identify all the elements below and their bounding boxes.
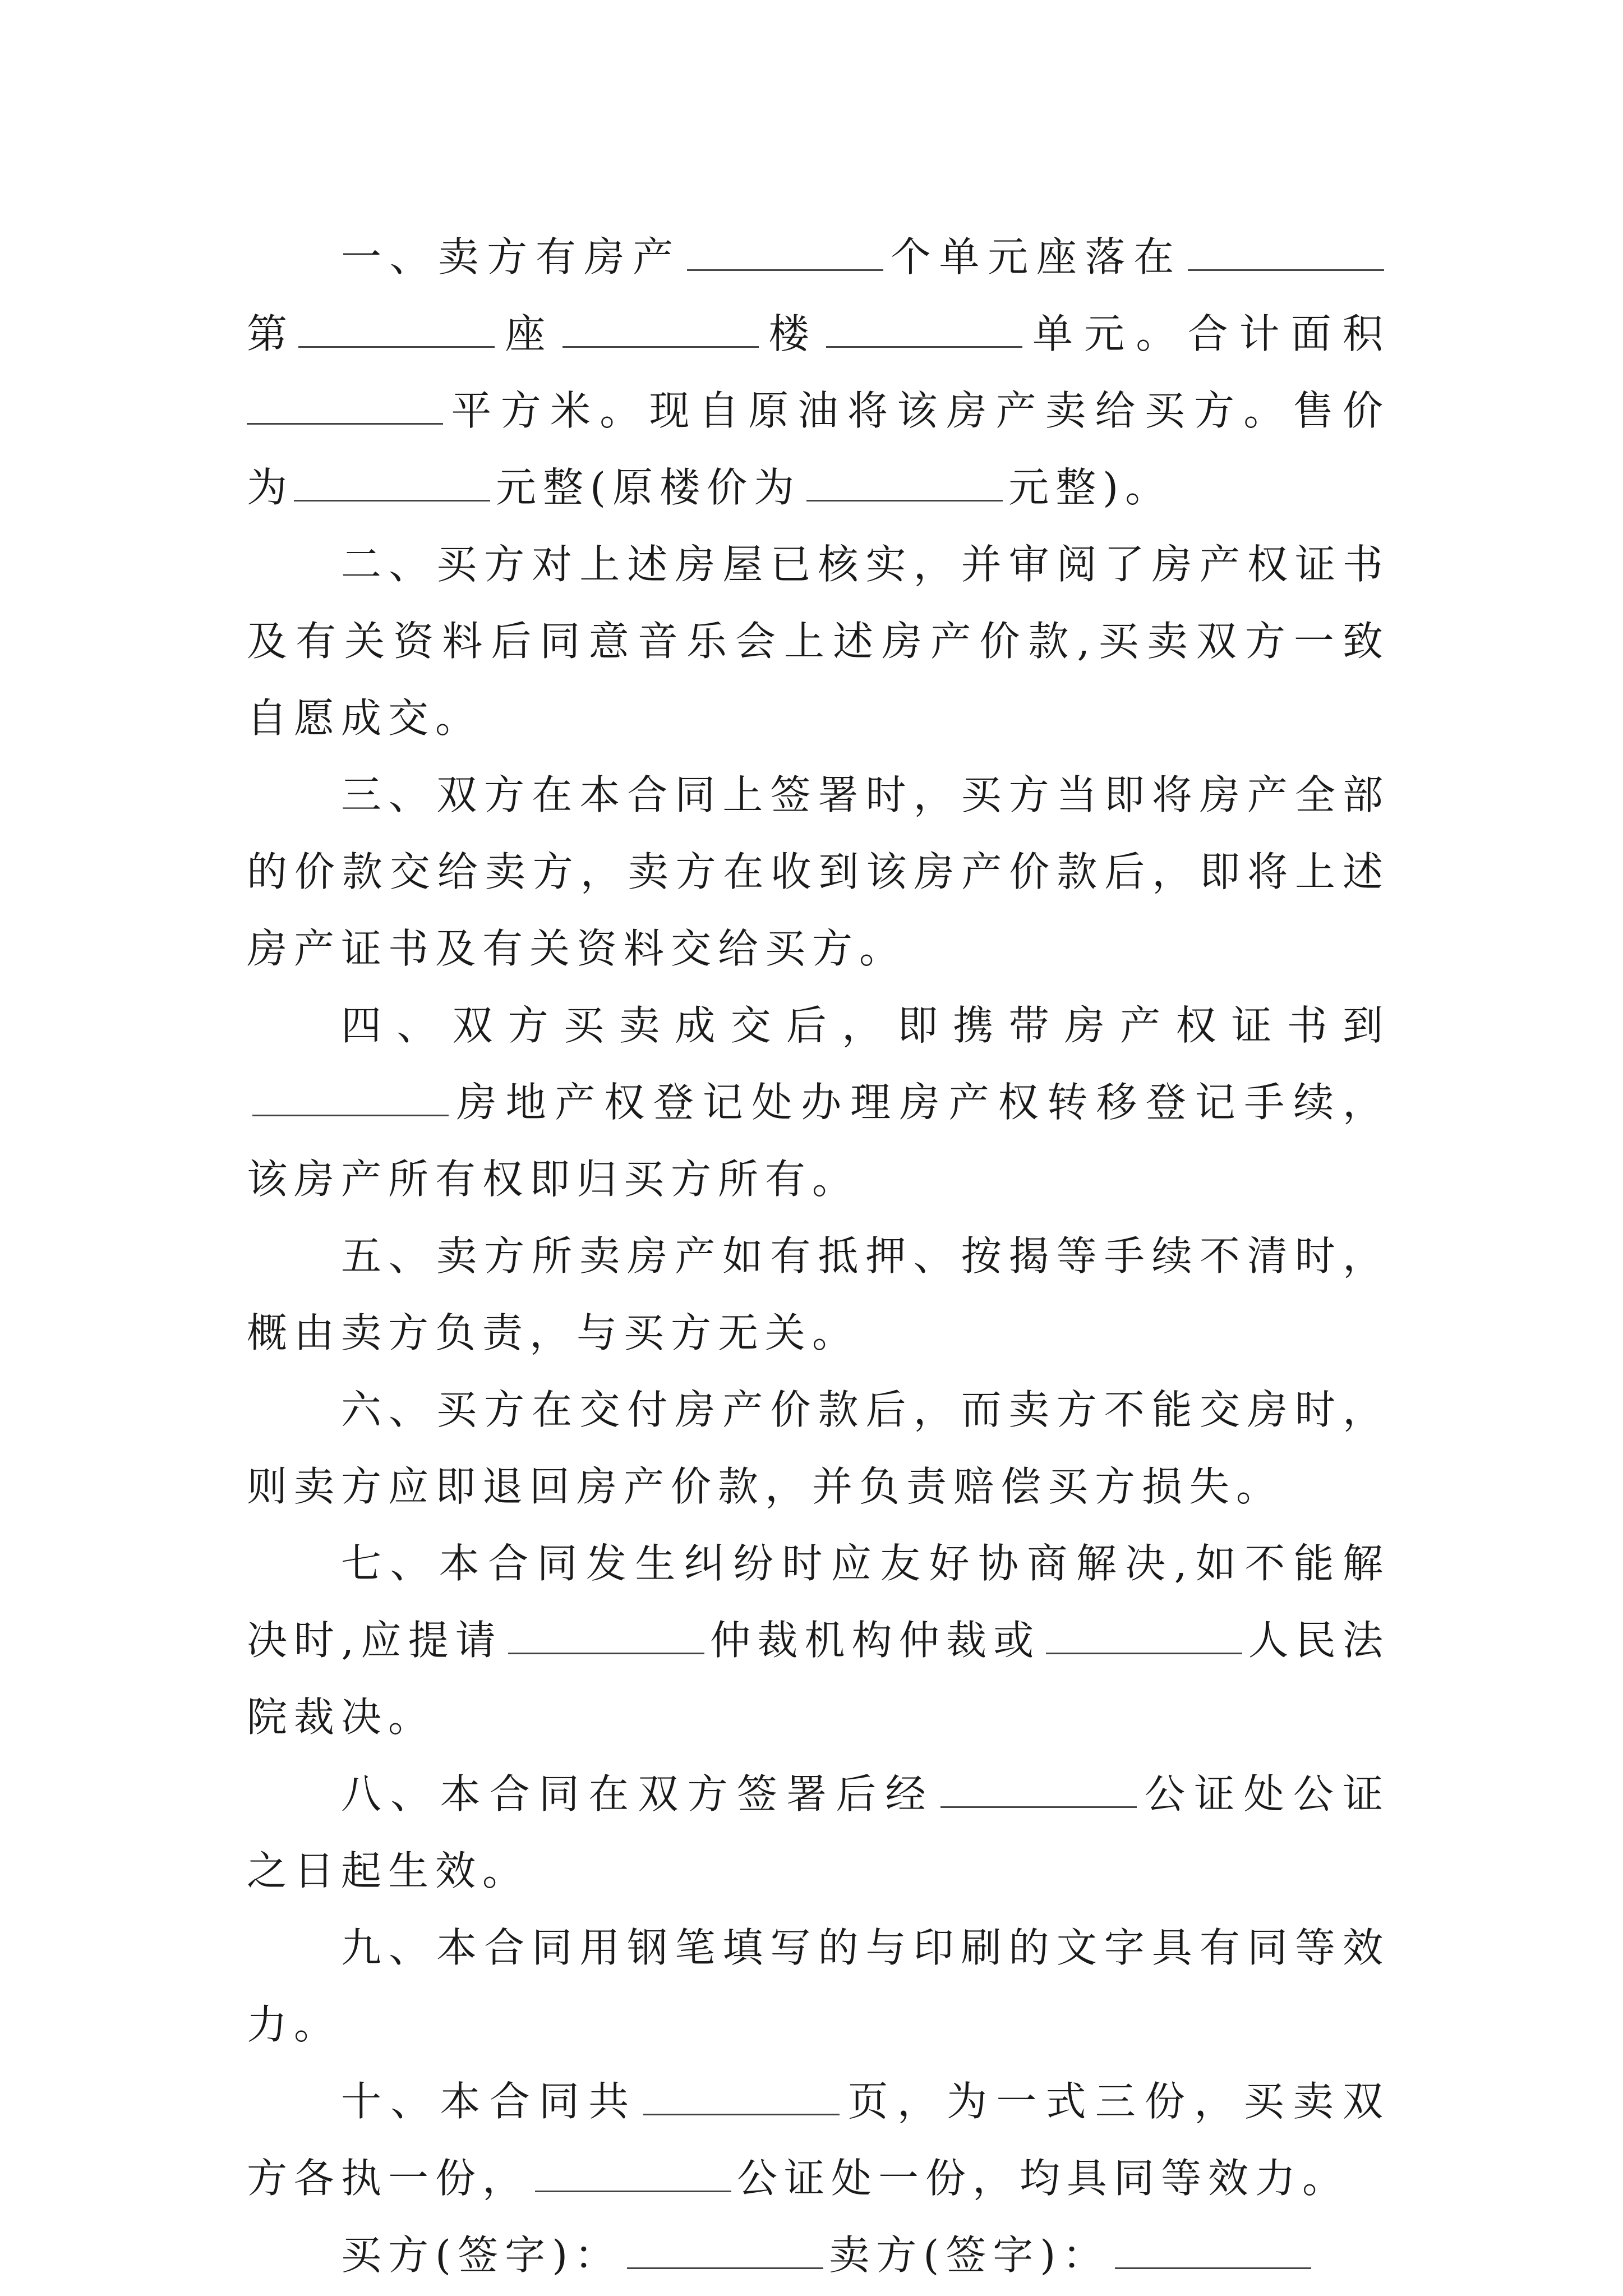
contract-body xyxy=(247,219,1390,2294)
clause-1-text-9: 元整)。 xyxy=(1008,464,1173,511)
clause-9: 九、本合同用钢笔填写的与印刷的文字具有同等效力。 xyxy=(247,1924,1390,2048)
clause-10-text-3: 公证处一份，均具同等效力。 xyxy=(737,2155,1350,2202)
blank-arbitration xyxy=(508,1619,704,1654)
clause-1 xyxy=(247,219,1390,526)
clause-1-text-6: 单元。合计面积 xyxy=(1027,310,1390,357)
clause-8-text-1: 八、本合同在双方签署后经 xyxy=(341,1770,935,1818)
blank-court xyxy=(1046,1619,1242,1654)
clause-8 xyxy=(247,1756,1390,1910)
seller-signature-label: 卖方(签字)： xyxy=(829,2231,1110,2279)
clause-1-text-4: 座 xyxy=(500,310,557,357)
clause-10 xyxy=(247,2063,1390,2217)
clause-8-text-2: 公证处公证之日起生效。 xyxy=(247,1770,1390,1894)
blank-location xyxy=(1188,236,1384,271)
clause-1-text-1: 一、卖方有房产 xyxy=(341,233,681,280)
clause-4 xyxy=(247,987,1390,1218)
clause-1-text-3: 第 xyxy=(247,310,299,357)
blank-area xyxy=(247,389,443,425)
blank-unit-count xyxy=(687,236,883,271)
clause-3: 三、双方在本合同上签署时，买方当即将房产全部的价款交给卖方，卖方在收到该房产价款后，即将上述房产证书及有关资料交给买方。 xyxy=(247,771,1390,972)
clause-4-text-1: 四、双方买卖成交后，即携带房产权证书到 xyxy=(341,1002,1390,1049)
clause-7-text-3: 人民法院裁决。 xyxy=(247,1617,1390,1741)
clause-1-text-8: 元整(原楼价为 xyxy=(496,464,801,511)
buyer-signature-blank xyxy=(627,2234,823,2269)
clause-10-text-1: 十、本合同共 xyxy=(341,2078,638,2125)
blank-page-count xyxy=(643,2080,840,2115)
blank-unit xyxy=(826,312,1022,348)
clause-2: 二、买方对上述房屋已核实，并审阅了房产权证书及有关资料后同意音乐会上述房产价款,买卖双方一致自愿成交。 xyxy=(247,541,1390,742)
clause-7-text-1: 七、本合同发生纠纷时应友好协商解决,如不能解决时,应提请 xyxy=(247,1540,1390,1664)
clause-10-text-2: 页，为一式三份，买卖双方各执一份， xyxy=(247,2078,1390,2202)
clause-1-text-2: 个单元座落在 xyxy=(889,233,1182,280)
clause-1-text-7: 平方米。现自原油将该房产卖给买方。售价为 xyxy=(247,387,1390,511)
blank-building xyxy=(562,312,759,348)
clause-1-text-5: 楼 xyxy=(764,310,820,357)
signature-row xyxy=(247,2217,1390,2294)
clause-7 xyxy=(247,1525,1390,1756)
blank-registry xyxy=(252,1081,449,1116)
blank-notary xyxy=(940,1773,1137,1808)
seller-signature-blank xyxy=(1115,2234,1311,2269)
clause-7-text-2: 仲裁机构仲裁或 xyxy=(709,1617,1041,1664)
clause-4-text-2: 房地产权登记处办理房产权转移登记手续，该房产所有权即归买方所有。 xyxy=(247,1079,1390,1203)
blank-block xyxy=(298,312,495,348)
blank-notary-office xyxy=(535,2157,731,2192)
clause-6: 六、买方在交付房产价款后，而卖方不能交房时，则卖方应即退回房产价款，并负责赔偿买方损失。 xyxy=(247,1386,1390,1510)
blank-original-price xyxy=(806,466,1003,501)
blank-price xyxy=(294,466,490,501)
buyer-signature-label: 买方(签字)： xyxy=(341,2231,622,2279)
clause-5: 五、卖方所卖房产如有抵押、按揭等手续不清时，概由卖方负责，与买方无关。 xyxy=(247,1232,1390,1356)
